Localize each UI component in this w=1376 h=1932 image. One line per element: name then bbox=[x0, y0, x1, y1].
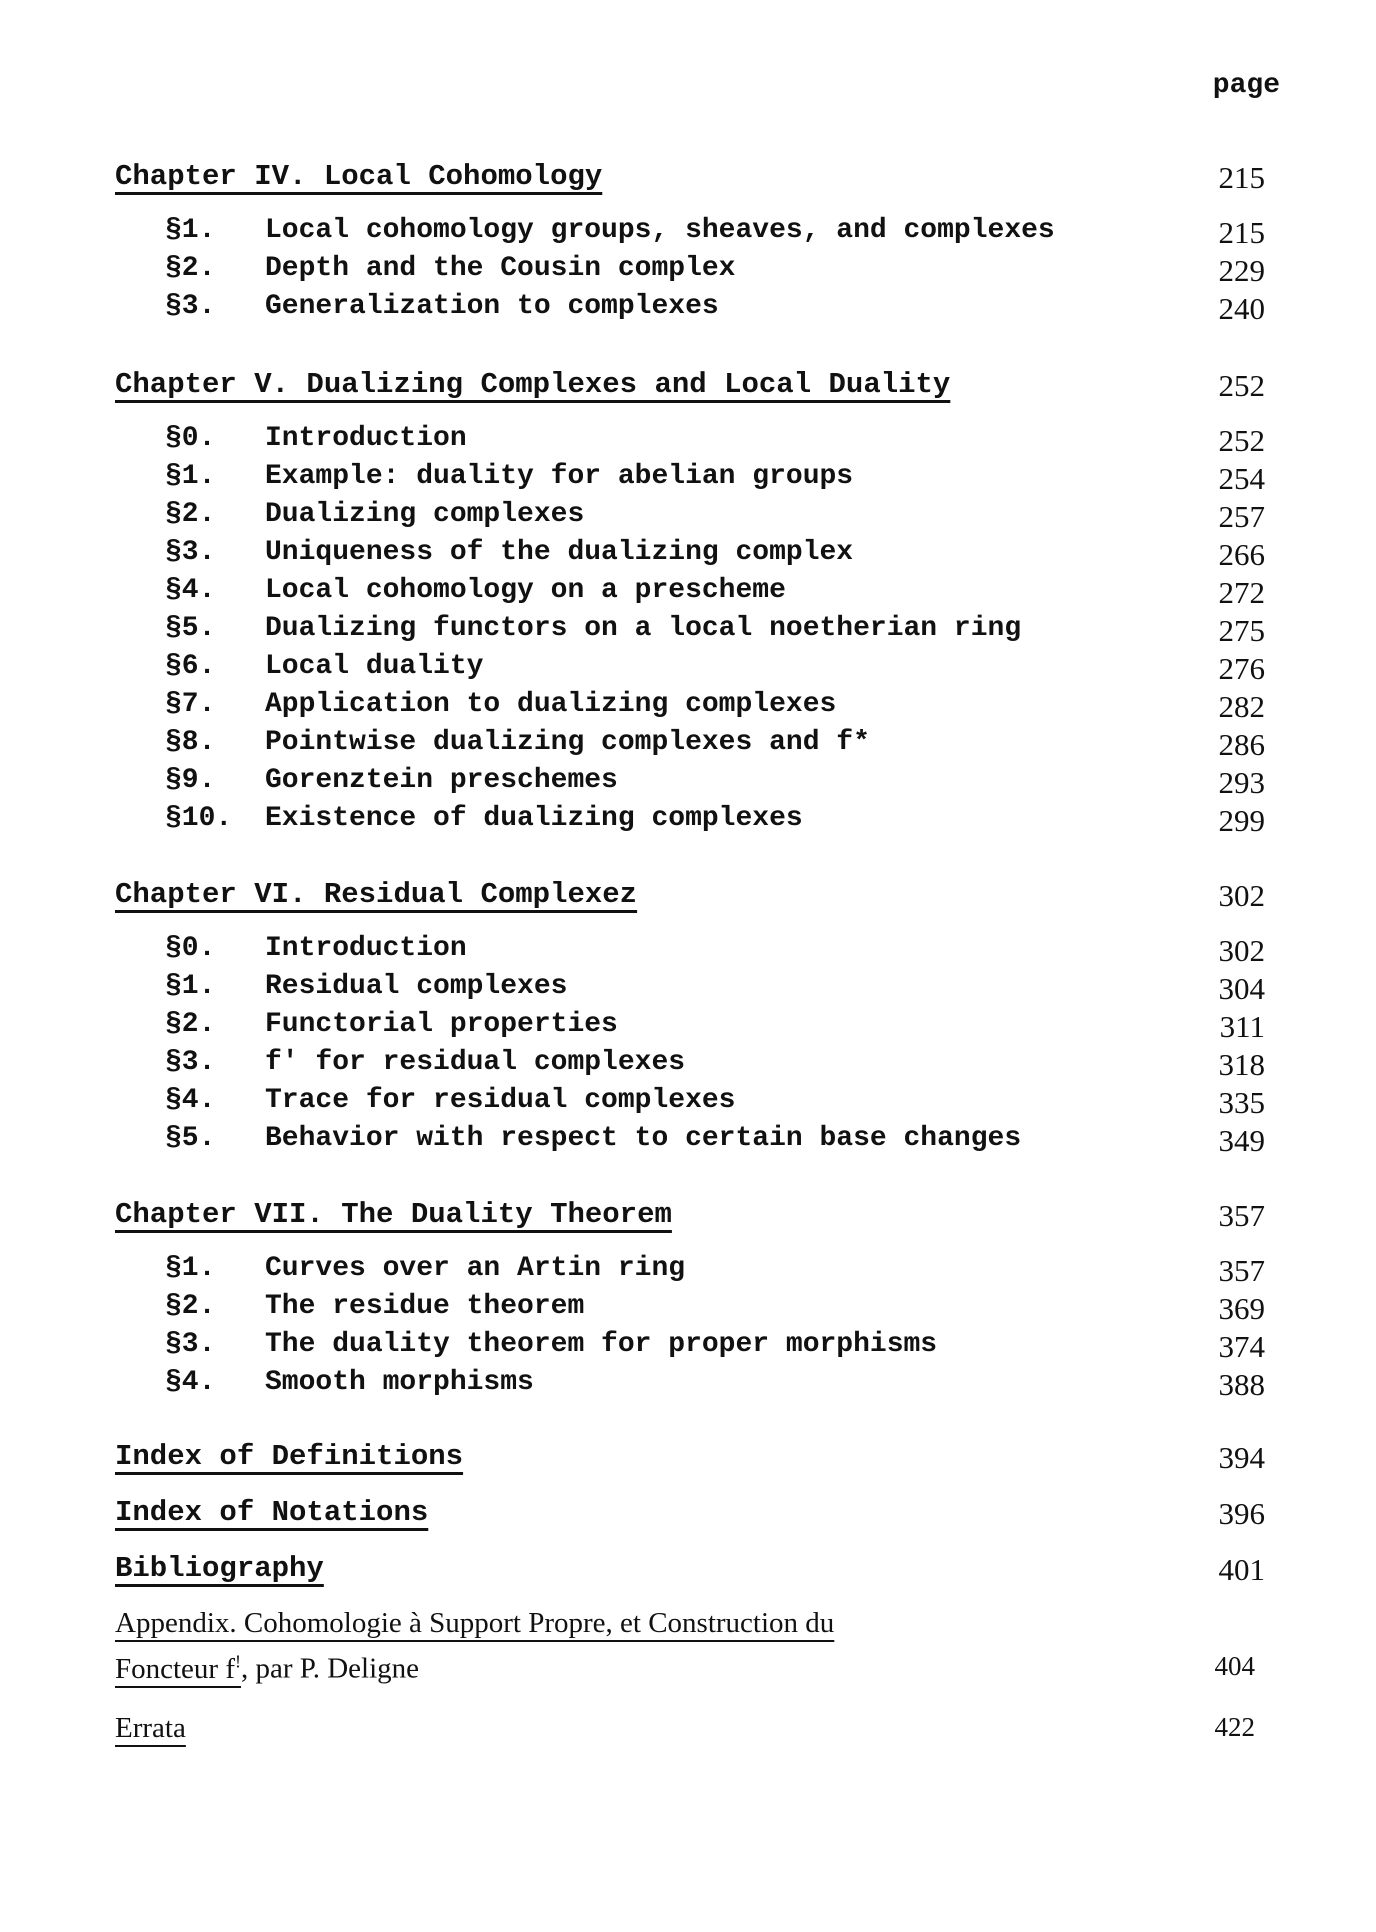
section-page: 369 bbox=[1218, 1291, 1265, 1326]
entry-title: Index of Definitions bbox=[115, 1440, 464, 1473]
section-number: §1. bbox=[165, 971, 216, 1002]
section-number: §1. bbox=[165, 1253, 216, 1284]
section-entry bbox=[165, 253, 1265, 291]
back-matter-entry bbox=[115, 1496, 1265, 1536]
errata-entry bbox=[115, 1712, 1265, 1756]
section-page: 282 bbox=[1218, 689, 1265, 724]
section-title: Curves over an Artin ring bbox=[265, 1253, 686, 1284]
section-entry bbox=[165, 1085, 1265, 1123]
section-entry bbox=[165, 727, 1265, 765]
section-page: 357 bbox=[1218, 1253, 1265, 1288]
section-page: 293 bbox=[1218, 765, 1265, 800]
section-entry bbox=[165, 499, 1265, 537]
section-number: §9. bbox=[165, 765, 216, 796]
section-entry bbox=[165, 575, 1265, 613]
section-title: Introduction bbox=[265, 933, 467, 964]
section-title: Introduction bbox=[265, 423, 467, 454]
errata-line bbox=[115, 1712, 1265, 1756]
section-list bbox=[165, 215, 1265, 329]
entry-page: 401 bbox=[1218, 1552, 1265, 1587]
section-page: 302 bbox=[1218, 933, 1265, 968]
section-page: 286 bbox=[1218, 727, 1265, 762]
section-entry bbox=[165, 1009, 1265, 1047]
section-title: Application to dualizing complexes bbox=[265, 689, 837, 720]
section-title: Pointwise dualizing complexes and f* bbox=[265, 727, 870, 758]
chapter-page: 302 bbox=[1218, 878, 1265, 913]
entry-page: 394 bbox=[1218, 1440, 1265, 1475]
appendix-author: , par P. Deligne bbox=[241, 1652, 419, 1685]
section-entry bbox=[165, 537, 1265, 575]
section-title: Functorial properties bbox=[265, 1009, 618, 1040]
section-title: Smooth morphisms bbox=[265, 1367, 534, 1398]
section-title: Uniqueness of the dualizing complex bbox=[265, 537, 854, 568]
section-entry bbox=[165, 1047, 1265, 1085]
section-title: Residual complexes bbox=[265, 971, 568, 1002]
errata-page: 422 bbox=[1214, 1712, 1255, 1742]
section-number: §5. bbox=[165, 613, 216, 644]
section-title: Local cohomology groups, sheaves, and complexes bbox=[265, 215, 1055, 246]
section-entry bbox=[165, 423, 1265, 461]
section-title: Existence of dualizing complexes bbox=[265, 803, 803, 834]
section-number: §1. bbox=[165, 461, 216, 492]
section-entry bbox=[165, 689, 1265, 727]
section-title: Trace for residual complexes bbox=[265, 1085, 736, 1116]
section-entry bbox=[165, 1123, 1265, 1161]
appendix-functor-text: Foncteur f bbox=[115, 1652, 235, 1685]
section-list bbox=[165, 1253, 1265, 1405]
chapter-heading bbox=[115, 1198, 1265, 1238]
chapter-heading bbox=[115, 368, 1265, 408]
appendix-line-1 bbox=[115, 1607, 1265, 1651]
back-matter-entry bbox=[115, 1440, 1265, 1480]
section-number: §10. bbox=[165, 803, 233, 834]
section-entry bbox=[165, 215, 1265, 253]
section-page: 318 bbox=[1218, 1047, 1265, 1082]
section-page: 229 bbox=[1218, 253, 1265, 288]
section-list bbox=[165, 423, 1265, 841]
section-number: §5. bbox=[165, 1123, 216, 1154]
section-page: 276 bbox=[1218, 651, 1265, 686]
appendix-page: 404 bbox=[1214, 1651, 1255, 1681]
chapter-heading bbox=[115, 878, 1265, 918]
section-number: §7. bbox=[165, 689, 216, 720]
section-list bbox=[165, 933, 1265, 1161]
section-entry bbox=[165, 291, 1265, 329]
section-number: §8. bbox=[165, 727, 216, 758]
section-page: 299 bbox=[1218, 803, 1265, 838]
section-number: §0. bbox=[165, 423, 216, 454]
appendix-functor bbox=[115, 1653, 241, 1685]
section-page: 374 bbox=[1218, 1329, 1265, 1364]
section-number: §3. bbox=[165, 537, 216, 568]
section-page: 215 bbox=[1218, 215, 1265, 250]
section-entry bbox=[165, 461, 1265, 499]
section-page: 257 bbox=[1218, 499, 1265, 534]
section-entry bbox=[165, 1367, 1265, 1405]
section-page: 254 bbox=[1218, 461, 1265, 496]
section-title: Depth and the Cousin complex bbox=[265, 253, 736, 284]
chapter-page: 252 bbox=[1218, 368, 1265, 403]
section-page: 304 bbox=[1218, 971, 1265, 1006]
chapter-title: Chapter VI. Residual Complexez bbox=[115, 878, 638, 911]
section-entry bbox=[165, 651, 1265, 689]
appendix-entry bbox=[115, 1607, 1265, 1695]
section-number: §3. bbox=[165, 1329, 216, 1360]
section-page: 311 bbox=[1219, 1009, 1265, 1044]
section-page: 266 bbox=[1218, 537, 1265, 572]
section-title: Gorenztein preschemes bbox=[265, 765, 618, 796]
section-number: §4. bbox=[165, 1367, 216, 1398]
section-title: The duality theorem for proper morphisms bbox=[265, 1329, 938, 1360]
section-entry bbox=[165, 971, 1265, 1009]
appendix-functor-superscript: ! bbox=[235, 1651, 241, 1671]
errata-title: Errata bbox=[115, 1712, 186, 1744]
section-entry bbox=[165, 613, 1265, 651]
chapter-page: 357 bbox=[1218, 1198, 1265, 1233]
entry-title: Index of Notations bbox=[115, 1496, 429, 1529]
section-number: §2. bbox=[165, 253, 216, 284]
section-entry bbox=[165, 933, 1265, 971]
section-number: §0. bbox=[165, 933, 216, 964]
section-page: 272 bbox=[1218, 575, 1265, 610]
section-number: §3. bbox=[165, 291, 216, 322]
section-page: 240 bbox=[1218, 291, 1265, 326]
chapter-title: Chapter IV. Local Cohomology bbox=[115, 160, 603, 193]
section-number: §6. bbox=[165, 651, 216, 682]
chapter-title: Chapter V. Dualizing Complexes and Local Duality bbox=[115, 368, 951, 401]
section-entry bbox=[165, 1253, 1265, 1291]
appendix-title: Appendix. Cohomologie à Support Propre, et Construction du bbox=[115, 1607, 835, 1639]
section-title: Generalization to complexes bbox=[265, 291, 719, 322]
section-page: 335 bbox=[1218, 1085, 1265, 1120]
section-number: §2. bbox=[165, 1291, 216, 1322]
section-title: f' for residual complexes bbox=[265, 1047, 686, 1078]
section-page: 252 bbox=[1218, 423, 1265, 458]
chapter-heading bbox=[115, 160, 1265, 200]
section-title: The residue theorem bbox=[265, 1291, 585, 1322]
section-number: §3. bbox=[165, 1047, 216, 1078]
section-title: Local cohomology on a prescheme bbox=[265, 575, 786, 606]
section-page: 388 bbox=[1218, 1367, 1265, 1402]
section-title: Behavior with respect to certain base changes bbox=[265, 1123, 1022, 1154]
section-number: §4. bbox=[165, 575, 216, 606]
section-number: §4. bbox=[165, 1085, 216, 1116]
chapter-title: Chapter VII. The Duality Theorem bbox=[115, 1198, 672, 1231]
entry-title: Bibliography bbox=[115, 1552, 324, 1585]
section-page: 349 bbox=[1218, 1123, 1265, 1158]
section-entry bbox=[165, 1291, 1265, 1329]
section-title: Dualizing complexes bbox=[265, 499, 585, 530]
section-entry bbox=[165, 803, 1265, 841]
appendix-line-2 bbox=[115, 1651, 1265, 1695]
section-page: 275 bbox=[1218, 613, 1265, 648]
section-number: §1. bbox=[165, 215, 216, 246]
page-column-label: page bbox=[1212, 70, 1280, 101]
entry-page: 396 bbox=[1218, 1496, 1265, 1531]
back-matter-entry bbox=[115, 1552, 1265, 1592]
section-number: §2. bbox=[165, 1009, 216, 1040]
chapter-page: 215 bbox=[1218, 160, 1265, 195]
section-title: Dualizing functors on a local noetherian ring bbox=[265, 613, 1022, 644]
section-title: Example: duality for abelian groups bbox=[265, 461, 854, 492]
section-number: §2. bbox=[165, 499, 216, 530]
section-entry bbox=[165, 765, 1265, 803]
section-entry bbox=[165, 1329, 1265, 1367]
section-title: Local duality bbox=[265, 651, 484, 682]
